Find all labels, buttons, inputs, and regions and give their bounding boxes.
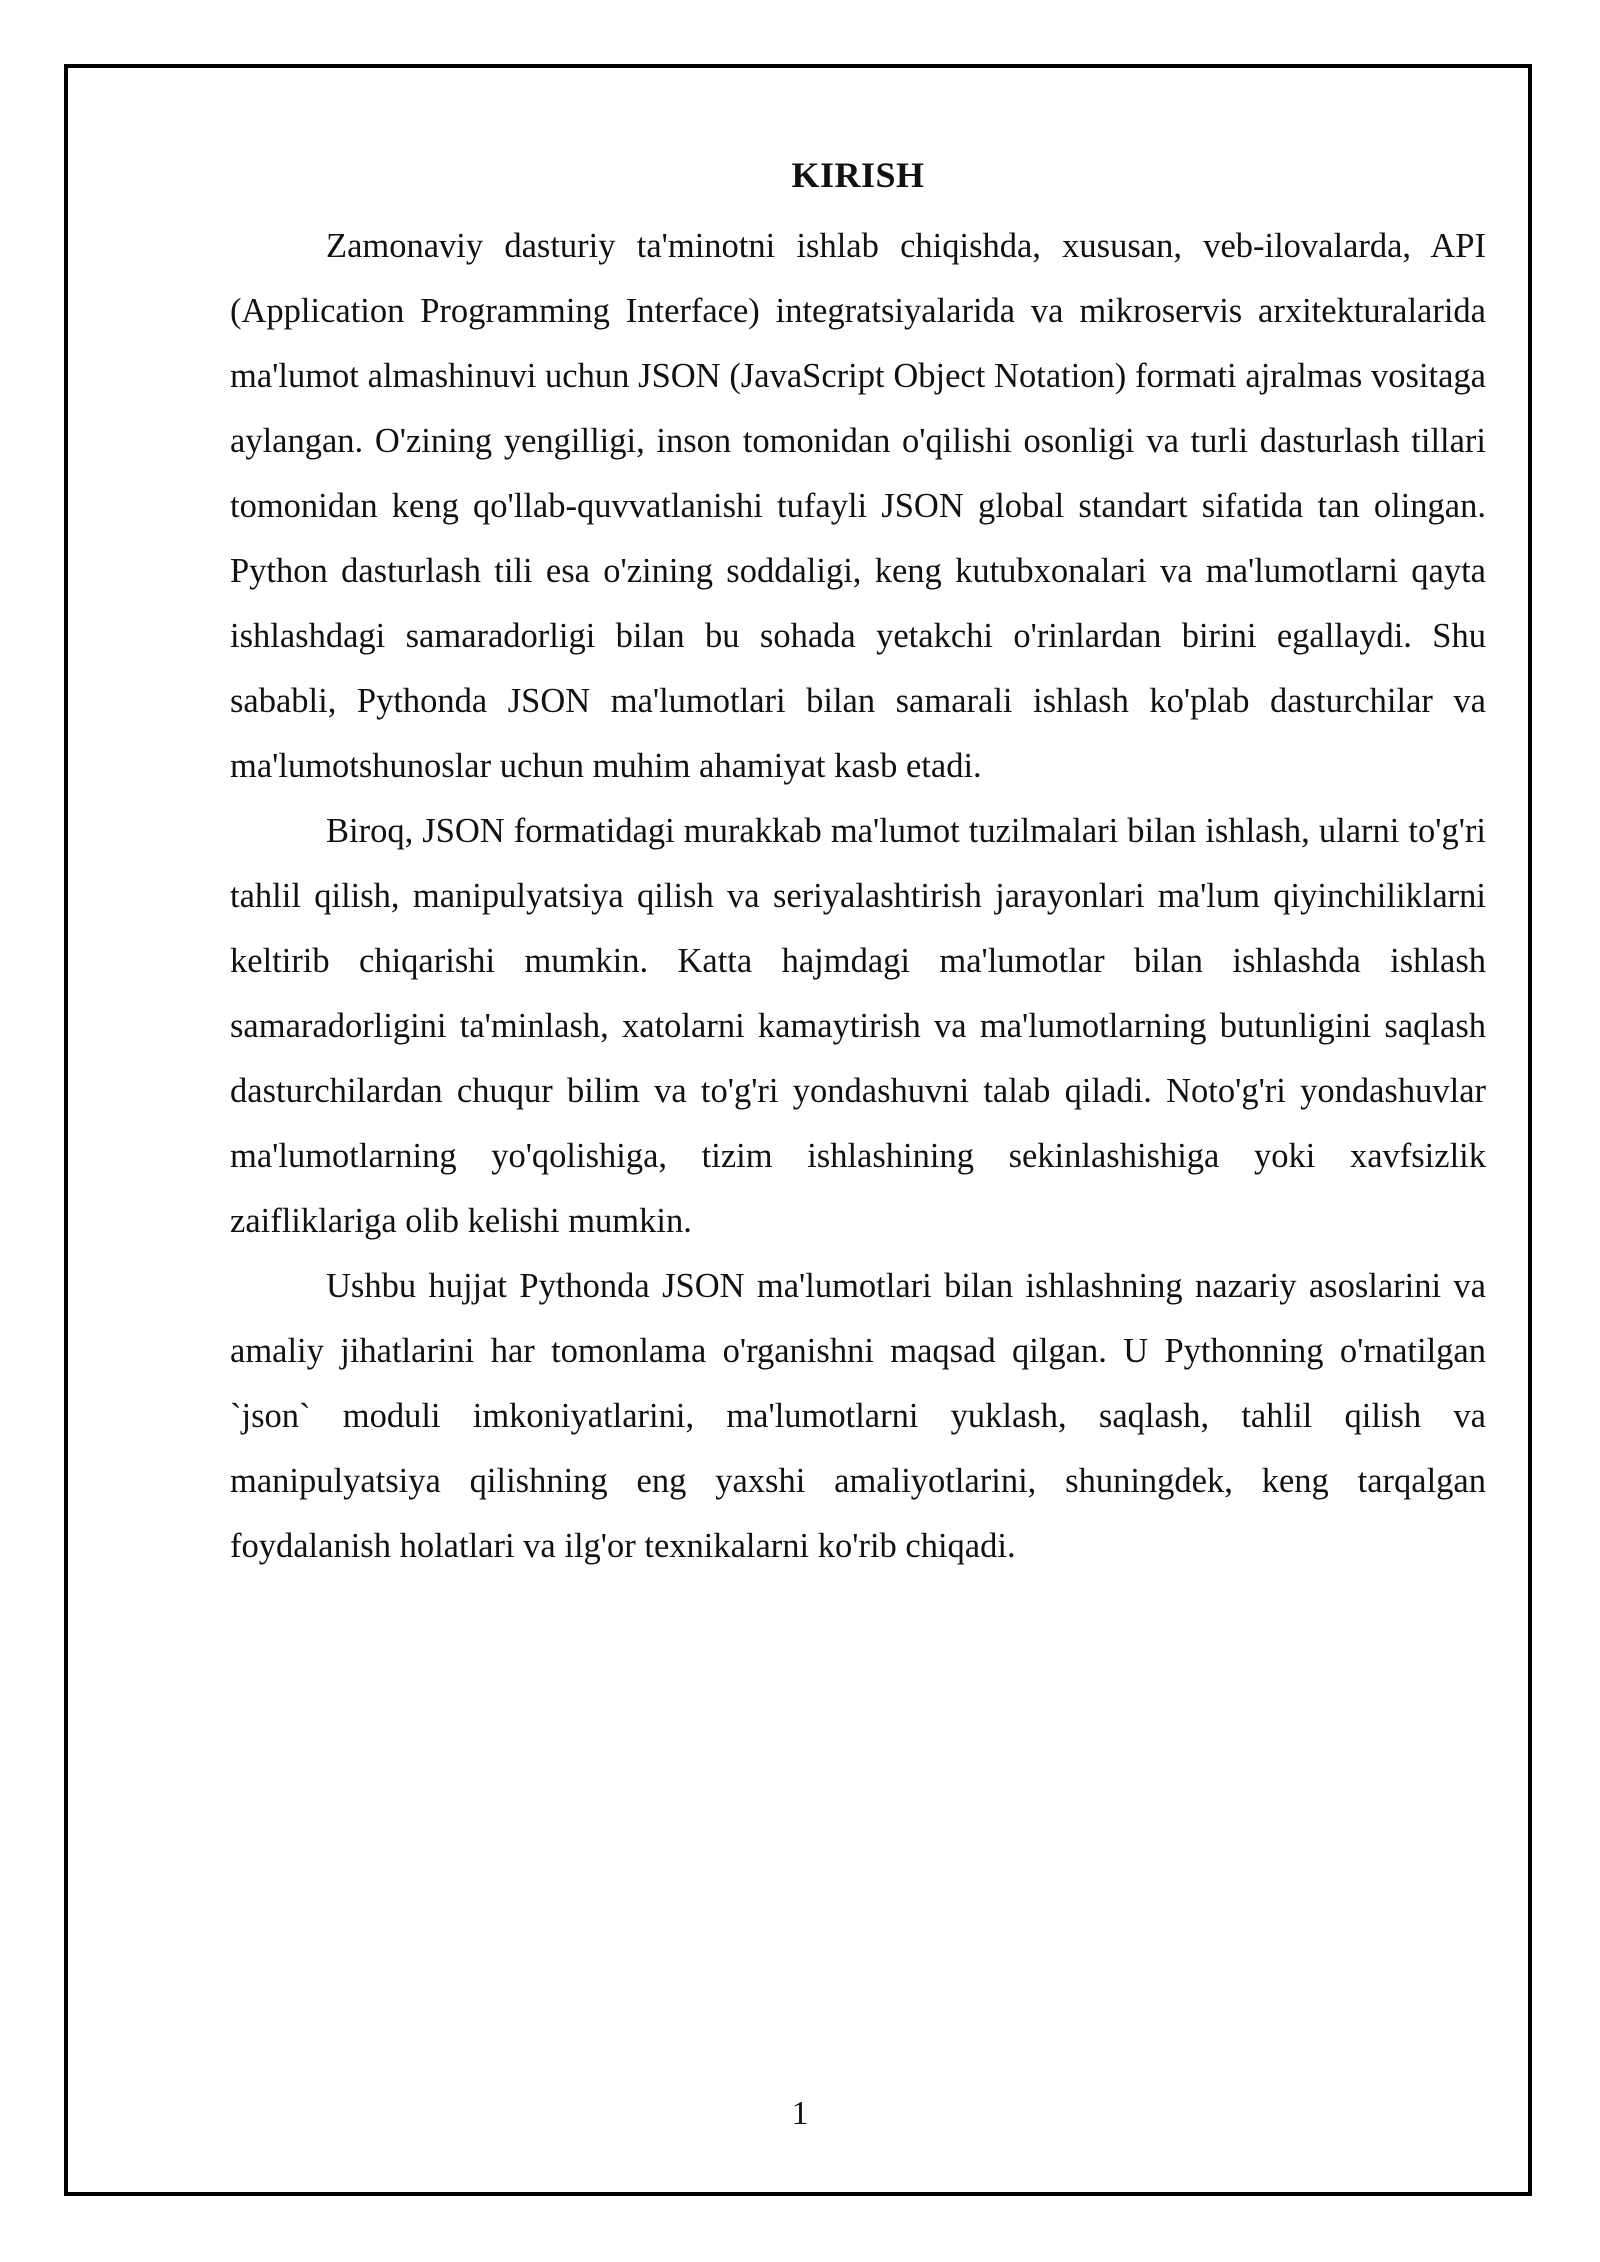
paragraph-intro: Zamonaviy dasturiy ta'minotni ishlab chiqishda, xususan, veb-ilovalarda, API (Application Programming Interface) integratsiyalarida va mikroservis arxitekturalarida ma'lumot almashinuvi uchun JSON (JavaScript Object Notation) formati ajralmas vositaga aylangan. O'zining yengilligi, inson tomonidan o'qilishi osonligi va turli dasturlash tillari tomonidan keng qo'llab-quvvatlanishi tufayli JSON global standart sifatida tan olingan. Python dasturlash tili esa o'zining soddaligi, keng kutubxonalari va ma'lumotlarni qayta ishlashdagi samaradorligi bilan bu sohada yetakchi o'rinlardan birini egallaydi. Shu sababli, Pythonda JSON ma'lumotlari bilan samarali ishlash ko'plab dasturchilar va ma'lumotshunoslar uchun muhim ahamiyat kasb etadi.	[230, 227, 1486, 785]
document-body	[230, 148, 1486, 1579]
section-title: KIRISH	[791, 155, 925, 195]
paragraph-purpose: Ushbu hujjat Pythonda JSON ma'lumotlari bilan ishlashning nazariy asoslarini va amaliy jihatlarini har tomonlama o'rganishni maqsad qilgan. U Pythonning o'rnatilgan `json` moduli imkoniyatlarini, ma'lumotlarni yuklash, saqlash, tahlil qilish va manipulyatsiya qilishning eng yaxshi amaliyotlarini, shuningdek, keng tarqalgan foydalanish holatlari va ilg'or texnikalarni ko'rib chiqadi.	[230, 1267, 1486, 1565]
page-number: 1	[791, 2095, 809, 2132]
paragraph-challenges: Biroq, JSON formatidagi murakkab ma'lumot tuzilmalari bilan ishlash, ularni to'g'ri tahlil qilish, manipulyatsiya qilish va seriyalashtirish jarayonlari ma'lum qiyinchiliklarni keltirib chiqarishi mumkin. Katta hajmdagi ma'lumotlar bilan ishlashda ishlash samaradorligini ta'minlash, xatolarni kamaytirish va ma'lumotlarning butunligini saqlash dasturchilardan chuqur bilim va to'g'ri yondashuvni talab qiladi. Noto'g'ri yondashuvlar ma'lumotlarning yo'qolishiga, tizim ishlashining sekinlashishiga yoki xavfsizlik zaifliklariga olib kelishi mumkin.	[230, 812, 1486, 1240]
